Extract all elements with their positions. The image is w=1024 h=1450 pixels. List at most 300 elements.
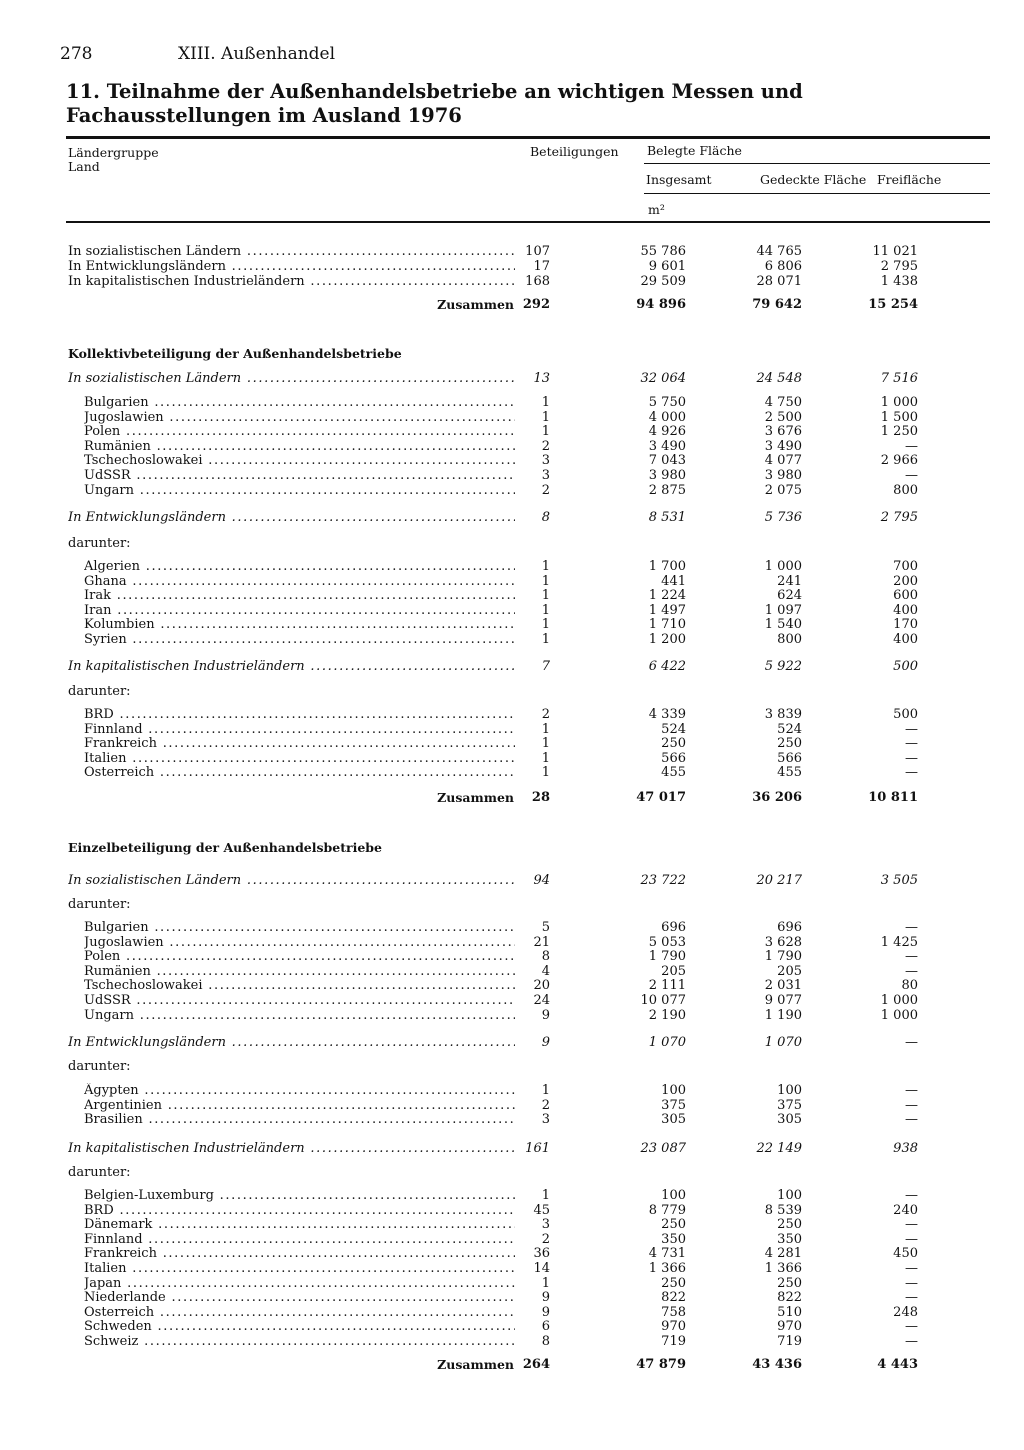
participations-cell: 9 bbox=[541, 1290, 550, 1306]
individual-country-row bbox=[0, 1008, 1024, 1023]
area-covered-cell: 8 539 bbox=[764, 1202, 802, 1218]
area-total-cell: 1 224 bbox=[648, 588, 686, 604]
participations-cell: 3 bbox=[541, 1217, 550, 1233]
collective-country-row bbox=[0, 588, 1024, 603]
area-open-cell: — bbox=[905, 736, 918, 752]
area-covered-cell: 250 bbox=[777, 1275, 802, 1291]
area-total-cell: 719 bbox=[661, 1334, 686, 1349]
area-open-cell: 248 bbox=[893, 1304, 918, 1320]
area-total-cell: 1 070 bbox=[648, 1035, 686, 1050]
area-covered-cell: 2 031 bbox=[764, 978, 802, 994]
row-label: In sozialistischen Ländern ..... bbox=[68, 244, 515, 259]
individual-group-row bbox=[0, 1035, 1024, 1050]
participations-cell: 1 bbox=[541, 559, 550, 574]
row-label: Ungarn ..... bbox=[84, 1008, 515, 1023]
row-label: BRD ..... bbox=[84, 1203, 515, 1218]
individual-country-row bbox=[0, 1188, 1024, 1203]
area-covered-cell: 696 bbox=[777, 920, 802, 935]
participations-cell: 1 bbox=[541, 573, 550, 589]
area-total-cell: 47 017 bbox=[636, 790, 686, 805]
area-total-cell: 970 bbox=[661, 1319, 686, 1335]
individual-country-row bbox=[0, 1276, 1024, 1291]
area-total-cell: 7 043 bbox=[648, 453, 686, 469]
header-open: Freifläche bbox=[877, 172, 942, 187]
area-open-cell: — bbox=[905, 949, 918, 965]
row-label: Ghana ..... bbox=[84, 574, 515, 589]
participations-cell: 2 bbox=[541, 1097, 550, 1113]
area-covered-cell: 205 bbox=[777, 963, 802, 979]
individual-group-row bbox=[0, 873, 1024, 888]
row-label: Ungarn ..... bbox=[84, 483, 515, 498]
participations-cell: 1 bbox=[541, 617, 550, 633]
area-covered-cell: 24 548 bbox=[756, 371, 802, 386]
area-covered-cell: 250 bbox=[777, 736, 802, 752]
darunter-label: darunter: bbox=[68, 1165, 131, 1180]
area-covered-cell: 350 bbox=[777, 1231, 802, 1247]
area-total-cell: 23 087 bbox=[640, 1141, 686, 1156]
area-total-cell: 3 490 bbox=[648, 438, 686, 454]
area-covered-cell: 44 765 bbox=[756, 244, 802, 259]
participations-cell: 7 bbox=[541, 659, 550, 674]
individual-country-row bbox=[0, 1217, 1024, 1232]
area-open-cell: 600 bbox=[893, 588, 918, 604]
area-open-cell: 3 505 bbox=[880, 873, 918, 888]
row-label: Kolumbien ..... bbox=[84, 617, 515, 632]
summary-total-row bbox=[0, 297, 1024, 312]
participations-cell: 36 bbox=[533, 1246, 550, 1262]
participations-cell: 8 bbox=[541, 1334, 550, 1349]
participations-cell: 1 bbox=[541, 424, 550, 440]
header-bottom-rule bbox=[66, 221, 990, 223]
row-label: Polen ..... bbox=[84, 949, 515, 964]
area-total-cell: 524 bbox=[661, 721, 686, 737]
area-covered-cell: 1 000 bbox=[764, 559, 802, 574]
collective-country-row bbox=[0, 559, 1024, 574]
individual-country-row bbox=[0, 1261, 1024, 1276]
area-open-cell: 400 bbox=[893, 632, 918, 647]
area-covered-cell: 1 790 bbox=[764, 949, 802, 965]
area-total-cell: 9 601 bbox=[648, 259, 686, 274]
individual-country-row bbox=[0, 1083, 1024, 1098]
collective-country-row bbox=[0, 736, 1024, 751]
participations-cell: 2 bbox=[541, 482, 550, 498]
row-label: In sozialistischen Ländern ..... bbox=[68, 371, 515, 386]
participations-cell: 161 bbox=[525, 1141, 550, 1156]
area-total-cell: 1 790 bbox=[648, 949, 686, 965]
darunter-label: darunter: bbox=[68, 1059, 131, 1074]
area-total-cell: 47 879 bbox=[636, 1357, 686, 1372]
area-total-cell: 250 bbox=[661, 736, 686, 752]
row-label: In kapitalistischen Industrieländern ..... bbox=[68, 274, 515, 289]
individual-country-row bbox=[0, 993, 1024, 1008]
collective-country-row bbox=[0, 483, 1024, 498]
header-unit: m² bbox=[648, 202, 665, 217]
area-open-cell: 450 bbox=[893, 1246, 918, 1262]
top-rule bbox=[66, 136, 990, 139]
row-label: In sozialistischen Ländern ..... bbox=[68, 873, 515, 888]
row-label: UdSSR ..... bbox=[84, 993, 515, 1008]
row-label: Schweiz ..... bbox=[84, 1334, 515, 1349]
row-label: Tschechoslowakei ..... bbox=[84, 453, 515, 468]
row-label: Italien ..... bbox=[84, 751, 515, 766]
area-open-cell: 15 254 bbox=[868, 297, 918, 312]
area-total-cell: 4 000 bbox=[648, 409, 686, 425]
row-label: Frankreich ..... bbox=[84, 1246, 515, 1261]
area-total-cell: 250 bbox=[661, 1217, 686, 1233]
individual-country-row bbox=[0, 978, 1024, 993]
area-covered-cell: 1 070 bbox=[764, 1035, 802, 1050]
row-label: Finnland ..... bbox=[84, 1232, 515, 1247]
participations-cell: 45 bbox=[533, 1202, 550, 1218]
row-label: Japan ..... bbox=[84, 1276, 515, 1291]
participations-cell: 24 bbox=[533, 993, 550, 1008]
area-open-cell: 1 000 bbox=[880, 395, 918, 410]
area-open-cell: 2 795 bbox=[880, 259, 918, 274]
collective-country-row bbox=[0, 453, 1024, 468]
area-covered-cell: 566 bbox=[777, 750, 802, 766]
area-total-cell: 4 731 bbox=[648, 1246, 686, 1262]
header-rule-subcols bbox=[644, 193, 990, 194]
area-covered-cell: 36 206 bbox=[752, 790, 802, 805]
row-label: Italien ..... bbox=[84, 1261, 515, 1276]
area-covered-cell: 1 540 bbox=[764, 617, 802, 633]
area-open-cell: — bbox=[905, 438, 918, 454]
area-total-cell: 8 779 bbox=[648, 1202, 686, 1218]
area-open-cell: — bbox=[905, 963, 918, 979]
participations-cell: 3 bbox=[541, 453, 550, 469]
individual-country-row bbox=[0, 935, 1024, 950]
participations-cell: 1 bbox=[541, 1188, 550, 1203]
area-covered-cell: 6 806 bbox=[764, 259, 802, 274]
area-open-cell: — bbox=[905, 765, 918, 781]
participations-cell: 9 bbox=[541, 1007, 550, 1023]
area-open-cell: — bbox=[905, 1261, 918, 1276]
participations-cell: 8 bbox=[541, 510, 550, 525]
header-occupied-area: Belegte Fläche bbox=[647, 143, 742, 158]
header-covered: Gedeckte Fläche bbox=[760, 172, 867, 187]
area-covered-cell: 3 490 bbox=[764, 438, 802, 454]
area-covered-cell: 719 bbox=[777, 1334, 802, 1349]
collective-country-row bbox=[0, 468, 1024, 483]
area-total-cell: 94 896 bbox=[636, 297, 686, 312]
individual-country-row bbox=[0, 1319, 1024, 1334]
area-open-cell: — bbox=[905, 750, 918, 766]
area-covered-cell: 1 190 bbox=[764, 1007, 802, 1023]
row-label: Niederlande ..... bbox=[84, 1290, 515, 1305]
area-covered-cell: 624 bbox=[777, 588, 802, 604]
row-label: In Entwicklungsländern ..... bbox=[68, 1035, 515, 1050]
participations-cell: 17 bbox=[533, 259, 550, 274]
row-label: Brasilien ..... bbox=[84, 1112, 515, 1127]
collective-country-row bbox=[0, 751, 1024, 766]
area-total-cell: 566 bbox=[661, 750, 686, 766]
area-total-cell: 2 111 bbox=[648, 978, 686, 994]
area-covered-cell: 1 366 bbox=[764, 1261, 802, 1276]
summary-row bbox=[0, 259, 1024, 274]
area-open-cell: — bbox=[905, 1217, 918, 1233]
row-label: Finnland ..... bbox=[84, 722, 515, 737]
area-open-cell: 1 500 bbox=[880, 409, 918, 425]
area-open-cell: 170 bbox=[893, 617, 918, 633]
area-total-cell: 2 190 bbox=[648, 1007, 686, 1023]
area-total-cell: 822 bbox=[661, 1290, 686, 1306]
participations-cell: 2 bbox=[541, 438, 550, 454]
row-label: Rumänien ..... bbox=[84, 439, 515, 454]
area-covered-cell: 3 839 bbox=[764, 707, 802, 722]
collective-country-row bbox=[0, 439, 1024, 454]
area-total-cell: 32 064 bbox=[640, 371, 686, 386]
header-rule-area bbox=[644, 163, 990, 164]
row-label: Österreich ..... bbox=[84, 765, 515, 780]
area-covered-cell: 20 217 bbox=[756, 873, 802, 888]
area-open-cell: — bbox=[905, 1083, 918, 1098]
collective-country-row bbox=[0, 410, 1024, 425]
collective-group-row bbox=[0, 371, 1024, 386]
participations-cell: 6 bbox=[541, 1319, 550, 1335]
collective-heading: Kollektivbeteiligung der Außenhandelsbetriebe bbox=[68, 346, 402, 361]
area-open-cell: 200 bbox=[893, 573, 918, 589]
area-covered-cell: 305 bbox=[777, 1112, 802, 1128]
row-label: Iran ..... bbox=[84, 603, 515, 618]
area-open-cell: 500 bbox=[893, 707, 918, 722]
area-covered-cell: 510 bbox=[777, 1304, 802, 1320]
area-total-cell: 4 339 bbox=[648, 707, 686, 722]
area-covered-cell: 5 922 bbox=[764, 659, 802, 674]
individual-total-row bbox=[0, 1357, 1024, 1372]
collective-country-row bbox=[0, 722, 1024, 737]
summary-row bbox=[0, 244, 1024, 259]
participations-cell: 94 bbox=[533, 873, 550, 888]
area-open-cell: — bbox=[905, 1275, 918, 1291]
participations-cell: 9 bbox=[541, 1304, 550, 1320]
row-label: Bulgarien ..... bbox=[84, 395, 515, 410]
collective-country-row bbox=[0, 424, 1024, 439]
area-covered-cell: 524 bbox=[777, 721, 802, 737]
area-total-cell: 4 926 bbox=[648, 424, 686, 440]
participations-cell: 292 bbox=[522, 297, 550, 312]
area-covered-cell: 28 071 bbox=[756, 274, 802, 289]
area-open-cell: 1 425 bbox=[880, 934, 918, 950]
area-open-cell: 1 250 bbox=[880, 424, 918, 440]
area-covered-cell: 800 bbox=[777, 632, 802, 647]
participations-cell: 3 bbox=[541, 468, 550, 483]
area-open-cell: 800 bbox=[893, 482, 918, 498]
row-label: In Entwicklungsländern ..... bbox=[68, 259, 515, 274]
participations-cell: 1 bbox=[541, 765, 550, 781]
row-label: Algerien ..... bbox=[84, 559, 515, 574]
area-total-cell: 375 bbox=[661, 1097, 686, 1113]
row-label: Rumänien ..... bbox=[84, 964, 515, 979]
participations-cell: 1 bbox=[541, 602, 550, 618]
area-covered-cell: 3 628 bbox=[764, 934, 802, 950]
area-total-cell: 350 bbox=[661, 1231, 686, 1247]
area-covered-cell: 3 676 bbox=[764, 424, 802, 440]
running-head bbox=[60, 44, 335, 64]
participations-cell: 5 bbox=[541, 920, 550, 935]
area-covered-cell: 100 bbox=[777, 1083, 802, 1098]
area-total-cell: 455 bbox=[661, 765, 686, 781]
area-covered-cell: 455 bbox=[777, 765, 802, 781]
row-label: Frankreich ..... bbox=[84, 736, 515, 751]
area-covered-cell: 43 436 bbox=[752, 1357, 802, 1372]
area-open-cell: — bbox=[905, 1035, 918, 1050]
row-label: Polen ..... bbox=[84, 424, 515, 439]
area-covered-cell: 1 097 bbox=[764, 602, 802, 618]
summary-row bbox=[0, 274, 1024, 289]
individual-country-row bbox=[0, 1203, 1024, 1218]
individual-country-row bbox=[0, 1112, 1024, 1127]
row-label: Bulgarien ..... bbox=[84, 920, 515, 935]
area-open-cell: — bbox=[905, 721, 918, 737]
area-total-cell: 100 bbox=[661, 1188, 686, 1203]
area-total-cell: 205 bbox=[661, 963, 686, 979]
row-label: Belgien-Luxemburg ..... bbox=[84, 1188, 515, 1203]
area-total-cell: 2 875 bbox=[648, 482, 686, 498]
participations-cell: 107 bbox=[525, 244, 550, 259]
area-open-cell: 400 bbox=[893, 602, 918, 618]
participations-cell: 8 bbox=[541, 949, 550, 965]
area-total-cell: 55 786 bbox=[640, 244, 686, 259]
row-label: Tschechoslowakei ..... bbox=[84, 978, 515, 993]
area-total-cell: 10 077 bbox=[640, 993, 686, 1008]
individual-country-row bbox=[0, 1098, 1024, 1113]
area-covered-cell: 2 075 bbox=[764, 482, 802, 498]
row-label: Jugoslawien ..... bbox=[84, 410, 515, 425]
area-covered-cell: 9 077 bbox=[764, 993, 802, 1008]
area-covered-cell: 4 281 bbox=[764, 1246, 802, 1262]
row-label: In Entwicklungsländern ..... bbox=[68, 510, 515, 525]
collective-country-row bbox=[0, 765, 1024, 780]
area-covered-cell: 822 bbox=[777, 1290, 802, 1306]
area-covered-cell: 79 642 bbox=[752, 297, 802, 312]
participations-cell: 21 bbox=[533, 934, 550, 950]
participations-cell: 9 bbox=[541, 1035, 550, 1050]
area-covered-cell: 375 bbox=[777, 1097, 802, 1113]
row-label: In kapitalistischen Industrieländern ..... bbox=[68, 1141, 515, 1156]
area-open-cell: — bbox=[905, 1112, 918, 1128]
participations-cell: 2 bbox=[541, 707, 550, 722]
individual-country-row bbox=[0, 1232, 1024, 1247]
header-participations: Beteiligungen bbox=[530, 144, 619, 159]
row-label: Dänemark ..... bbox=[84, 1217, 515, 1232]
area-open-cell: 2 966 bbox=[880, 453, 918, 469]
participations-cell: 2 bbox=[541, 1231, 550, 1247]
individual-country-row bbox=[0, 1290, 1024, 1305]
row-label: Schweden ..... bbox=[84, 1319, 515, 1334]
participations-cell: 14 bbox=[533, 1261, 550, 1276]
area-open-cell: 1 000 bbox=[880, 1007, 918, 1023]
area-covered-cell: 22 149 bbox=[756, 1141, 802, 1156]
individual-heading: Einzelbeteiligung der Außenhandelsbetriebe bbox=[68, 840, 382, 855]
participations-cell: 1 bbox=[541, 736, 550, 752]
total-label: Zusammen bbox=[437, 297, 514, 312]
area-covered-cell: 4 077 bbox=[764, 453, 802, 469]
participations-cell: 1 bbox=[541, 721, 550, 737]
collective-country-row bbox=[0, 707, 1024, 722]
row-label: Syrien ..... bbox=[84, 632, 515, 647]
darunter-label: darunter: bbox=[68, 684, 131, 699]
individual-group-row bbox=[0, 1141, 1024, 1156]
total-label: Zusammen bbox=[437, 1357, 514, 1372]
participations-cell: 28 bbox=[531, 790, 550, 805]
darunter-label: darunter: bbox=[68, 897, 131, 912]
individual-country-row bbox=[0, 964, 1024, 979]
area-open-cell: 1 438 bbox=[880, 274, 918, 289]
area-total-cell: 100 bbox=[661, 1083, 686, 1098]
participations-cell: 1 bbox=[541, 750, 550, 766]
area-open-cell: 2 795 bbox=[880, 510, 918, 525]
collective-country-row bbox=[0, 574, 1024, 589]
area-covered-cell: 5 736 bbox=[764, 510, 802, 525]
area-total-cell: 1 497 bbox=[648, 602, 686, 618]
page-number: 278 bbox=[60, 44, 93, 64]
area-total-cell: 3 980 bbox=[648, 468, 686, 483]
participations-cell: 1 bbox=[541, 409, 550, 425]
area-open-cell: 700 bbox=[893, 559, 918, 574]
area-open-cell: — bbox=[905, 468, 918, 483]
collective-country-row bbox=[0, 395, 1024, 410]
area-open-cell: 11 021 bbox=[872, 244, 918, 259]
participations-cell: 1 bbox=[541, 395, 550, 410]
collective-group-row bbox=[0, 510, 1024, 525]
area-open-cell: 10 811 bbox=[868, 790, 918, 805]
participations-cell: 4 bbox=[541, 963, 550, 979]
row-label: Österreich ..... bbox=[84, 1305, 515, 1320]
darunter-label: darunter: bbox=[68, 536, 131, 551]
row-label: Irak ..... bbox=[84, 588, 515, 603]
participations-cell: 1 bbox=[541, 632, 550, 647]
row-label: Jugoslawien ..... bbox=[84, 935, 515, 950]
row-label: In kapitalistischen Industrieländern ..... bbox=[68, 659, 515, 674]
individual-country-row bbox=[0, 1246, 1024, 1261]
area-open-cell: — bbox=[905, 1334, 918, 1349]
chapter-title: XIII. Außenhandel bbox=[178, 44, 336, 64]
participations-cell: 1 bbox=[541, 1083, 550, 1098]
header-country: Land bbox=[68, 159, 100, 174]
individual-country-row bbox=[0, 1305, 1024, 1320]
collective-country-row bbox=[0, 632, 1024, 647]
participations-cell: 168 bbox=[525, 274, 550, 289]
participations-cell: 264 bbox=[522, 1357, 550, 1372]
header-total: Insgesamt bbox=[646, 172, 712, 187]
collective-total-row bbox=[0, 790, 1024, 805]
area-open-cell: 240 bbox=[893, 1202, 918, 1218]
area-open-cell: — bbox=[905, 1319, 918, 1335]
participations-cell: 1 bbox=[541, 1275, 550, 1291]
area-open-cell: 1 000 bbox=[880, 993, 918, 1008]
collective-group-row bbox=[0, 659, 1024, 674]
area-covered-cell: 4 750 bbox=[764, 395, 802, 410]
area-total-cell: 29 509 bbox=[640, 274, 686, 289]
individual-country-row bbox=[0, 949, 1024, 964]
participations-cell: 13 bbox=[533, 371, 550, 386]
area-open-cell: — bbox=[905, 1097, 918, 1113]
area-total-cell: 696 bbox=[661, 920, 686, 935]
area-open-cell: 938 bbox=[893, 1141, 918, 1156]
participations-cell: 1 bbox=[541, 588, 550, 604]
participations-cell: 20 bbox=[533, 978, 550, 994]
area-covered-cell: 250 bbox=[777, 1217, 802, 1233]
area-total-cell: 1 710 bbox=[648, 617, 686, 633]
area-open-cell: 4 443 bbox=[877, 1357, 918, 1372]
collective-country-row bbox=[0, 617, 1024, 632]
total-label: Zusammen bbox=[437, 790, 514, 805]
area-total-cell: 1 366 bbox=[648, 1261, 686, 1276]
area-covered-cell: 241 bbox=[777, 573, 802, 589]
area-covered-cell: 2 500 bbox=[764, 409, 802, 425]
area-total-cell: 1 200 bbox=[648, 632, 686, 647]
area-total-cell: 250 bbox=[661, 1275, 686, 1291]
